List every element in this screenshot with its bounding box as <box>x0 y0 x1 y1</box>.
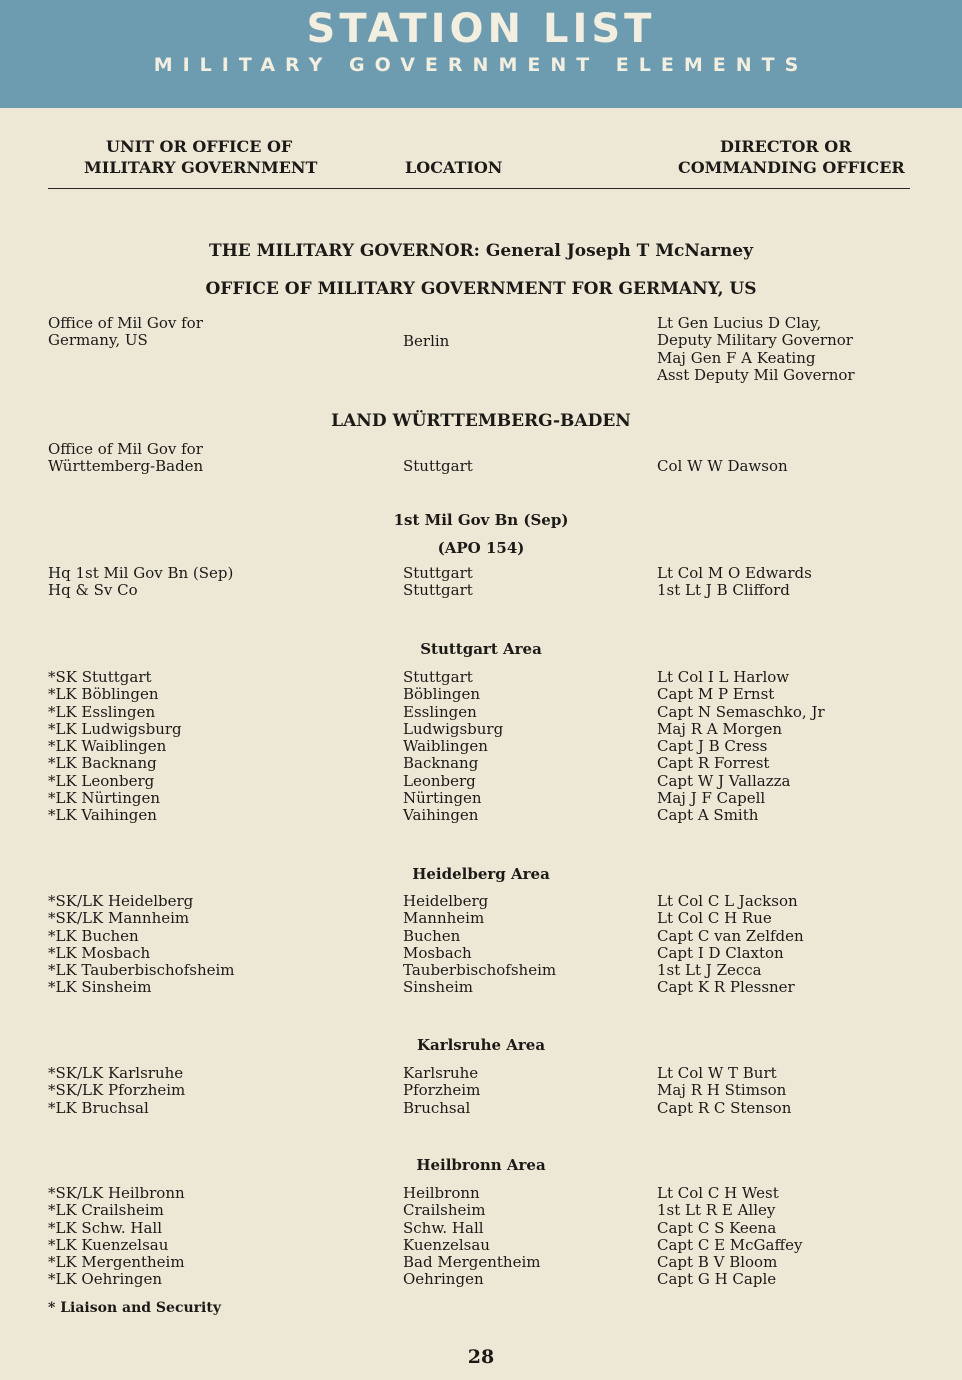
table-row-unit: *LK Vaihingen <box>48 806 157 825</box>
land-unit-line: Office of Mil Gov for <box>48 440 203 458</box>
table-row-location: Stuttgart <box>403 581 473 600</box>
table-row-director: Capt R Forrest <box>657 754 770 773</box>
table-row-unit: *LK Sinsheim <box>48 978 152 997</box>
omgus-director-line: Asst Deputy Mil Governor <box>657 365 855 384</box>
table-row-location: Crailsheim <box>403 1201 486 1220</box>
omgus-unit-line: Germany, US <box>48 331 148 350</box>
stuttgart-locations <box>403 669 503 825</box>
column-header-director <box>678 136 905 178</box>
table-row-location: Ludwigsburg <box>403 719 504 738</box>
table-row-location: Schw. Hall <box>403 1218 484 1237</box>
table-row-unit: *LK Esslingen <box>48 702 156 721</box>
table-row-director: Lt Col C L Jackson <box>657 892 798 910</box>
table-row-director: Capt J B Cress <box>657 737 768 756</box>
table-row-unit: *LK Böblingen <box>48 685 159 704</box>
governor-heading: THE MILITARY GOVERNOR: General Joseph T McNarney <box>209 241 753 261</box>
column-header-director-line2: COMMANDING OFFICER <box>678 158 905 177</box>
area-heading-stuttgart: Stuttgart Area <box>420 640 542 658</box>
table-row-location: Pforzheim <box>403 1081 481 1100</box>
battalion-apo: (APO 154) <box>437 539 525 557</box>
table-row-director: Capt A Smith <box>657 806 759 825</box>
table-row-unit: *LK Schw. Hall <box>48 1218 162 1237</box>
area-heading-karlsruhe: Karlsruhe Area <box>416 1036 546 1054</box>
table-row-director: Capt G H Caple <box>657 1270 777 1289</box>
omgus-unit-line: Office of Mil Gov for <box>48 314 203 332</box>
table-row-unit: *LK Mosbach <box>48 943 151 962</box>
table-row-location: Vaihingen <box>403 806 479 825</box>
table-row-location: Mannheim <box>403 909 485 928</box>
table-row-director: Lt Col I L Harlow <box>657 668 790 686</box>
land-heading: LAND WÜRTTEMBERG-BADEN <box>331 411 631 431</box>
table-row-location: Kuenzelsau <box>403 1235 490 1254</box>
karlsruhe-locations <box>403 1065 480 1117</box>
omgus-location: Berlin <box>403 332 450 350</box>
column-header-unit <box>84 136 317 178</box>
heilbronn-locations <box>403 1185 540 1289</box>
table-row-unit: *SK Stuttgart <box>48 668 152 686</box>
karlsruhe-units <box>48 1065 185 1117</box>
table-row-location: Bad Mergentheim <box>403 1253 541 1272</box>
land-unit <box>48 441 203 476</box>
heidelberg-locations <box>403 893 556 997</box>
table-row-director: Capt C E McGaffey <box>657 1235 803 1254</box>
omgus-director-line: Lt Gen Lucius D Clay, <box>657 314 822 332</box>
table-row-director: Lt Col C H Rue <box>657 909 772 928</box>
battalion-locations <box>403 565 473 600</box>
footnote: * Liaison and Security <box>48 1300 221 1316</box>
table-row-director: Maj R H Stimson <box>657 1081 787 1100</box>
table-row-director: Capt K R Plessner <box>657 978 795 997</box>
table-row-director: Capt N Semaschko, Jr <box>657 702 825 721</box>
table-row-location: Heilbronn <box>403 1184 480 1202</box>
omgus-director-line: Maj Gen F A Keating <box>657 348 816 367</box>
column-header-location: LOCATION <box>405 158 503 177</box>
table-row-unit: *LK Waiblingen <box>48 737 167 756</box>
header-rule <box>48 188 910 189</box>
table-row-director: Capt B V Bloom <box>657 1253 778 1272</box>
table-row-unit: *SK/LK Heilbronn <box>48 1184 185 1202</box>
table-row-unit: *LK Backnang <box>48 754 157 773</box>
omgus-heading: OFFICE OF MILITARY GOVERNMENT FOR GERMANY, US <box>205 279 757 299</box>
omgus-director-line: Deputy Military Governor <box>657 331 853 350</box>
table-row-location: Bruchsal <box>403 1098 471 1117</box>
heidelberg-units <box>48 893 235 997</box>
table-row-director: Capt I D Claxton <box>657 943 784 962</box>
table-row-unit: *SK/LK Heidelberg <box>48 892 194 910</box>
omgus-unit <box>48 315 203 350</box>
table-row-unit: *SK/LK Karlsruhe <box>48 1064 184 1082</box>
column-header-unit-line2: MILITARY GOVERNMENT <box>84 158 318 177</box>
stuttgart-directors <box>657 669 825 825</box>
table-row-location: Buchen <box>403 926 461 945</box>
heilbronn-units <box>48 1185 185 1289</box>
area-heading-heidelberg: Heidelberg Area <box>412 865 550 883</box>
table-row-location: Heidelberg <box>403 892 489 910</box>
table-row-unit: *LK Ludwigsburg <box>48 719 182 738</box>
table-row-unit: Hq & Sv Co <box>48 581 138 600</box>
table-row-unit: *LK Mergentheim <box>48 1253 185 1272</box>
table-row-location: Waiblingen <box>403 737 488 756</box>
table-row-unit: *LK Tauberbischofsheim <box>48 961 235 980</box>
table-row-location: Nürtingen <box>403 789 482 808</box>
land-location: Stuttgart <box>403 457 473 475</box>
land-director: Col W W Dawson <box>657 457 788 475</box>
table-row-director: Capt C van Zelfden <box>657 926 804 945</box>
table-row-director: Capt C S Keena <box>657 1218 777 1237</box>
heilbronn-directors <box>657 1185 802 1289</box>
battalion-heading: 1st Mil Gov Bn (Sep) <box>393 511 569 529</box>
table-row-location: Backnang <box>403 754 479 773</box>
omgus-director <box>657 315 855 384</box>
table-row-unit: *LK Bruchsal <box>48 1098 149 1117</box>
table-row-location: Stuttgart <box>403 668 473 686</box>
column-header-unit-line1: UNIT OR OFFICE OF <box>106 137 293 156</box>
table-row-location: Stuttgart <box>403 564 473 582</box>
table-row-location: Oehringen <box>403 1270 484 1289</box>
table-row-director: Maj R A Morgen <box>657 719 783 738</box>
table-row-director: Capt W J Vallazza <box>657 771 791 790</box>
table-row-unit: *LK Oehringen <box>48 1270 163 1289</box>
page-title: STATION LIST <box>306 6 656 52</box>
table-row-location: Sinsheim <box>403 978 473 997</box>
table-row-unit: *LK Nürtingen <box>48 789 161 808</box>
table-row-unit: *LK Leonberg <box>48 771 155 790</box>
land-unit-line: Württemberg-Baden <box>48 457 204 476</box>
table-row-unit: Hq 1st Mil Gov Bn (Sep) <box>48 564 234 582</box>
table-row-location: Esslingen <box>403 702 477 721</box>
table-row-director: 1st Lt R E Alley <box>657 1201 776 1220</box>
table-row-director: Lt Col C H West <box>657 1184 779 1202</box>
column-header-director-line1: DIRECTOR OR <box>720 137 852 156</box>
table-row-director: Maj J F Capell <box>657 789 766 808</box>
table-row-location: Leonberg <box>403 771 476 790</box>
table-row-location: Karlsruhe <box>403 1064 479 1082</box>
page-number: 28 <box>467 1346 495 1368</box>
battalion-directors <box>657 565 812 600</box>
table-row-director: Lt Col M O Edwards <box>657 564 812 582</box>
area-heading-heilbronn: Heilbronn Area <box>416 1156 546 1174</box>
battalion-units <box>48 565 233 600</box>
karlsruhe-directors <box>657 1065 791 1117</box>
table-row-location: Böblingen <box>403 685 481 704</box>
table-row-unit: *SK/LK Pforzheim <box>48 1081 186 1100</box>
table-row-unit: *SK/LK Mannheim <box>48 909 190 928</box>
table-row-director: Capt R C Stenson <box>657 1098 792 1117</box>
table-row-location: Mosbach <box>403 943 472 962</box>
table-row-director: Capt M P Ernst <box>657 685 775 704</box>
table-row-director: 1st Lt J B Clifford <box>657 581 790 600</box>
stuttgart-units <box>48 669 182 825</box>
table-row-unit: *LK Buchen <box>48 926 139 945</box>
table-row-unit: *LK Kuenzelsau <box>48 1235 169 1254</box>
page-subtitle: MILITARY GOVERNMENT ELEMENTS <box>153 54 809 76</box>
heidelberg-directors <box>657 893 804 997</box>
table-row-location: Tauberbischofsheim <box>403 961 557 980</box>
table-row-director: Lt Col W T Burt <box>657 1064 777 1082</box>
table-row-director: 1st Lt J Zecca <box>657 961 762 980</box>
table-row-unit: *LK Crailsheim <box>48 1201 164 1220</box>
header-banner <box>0 0 962 108</box>
